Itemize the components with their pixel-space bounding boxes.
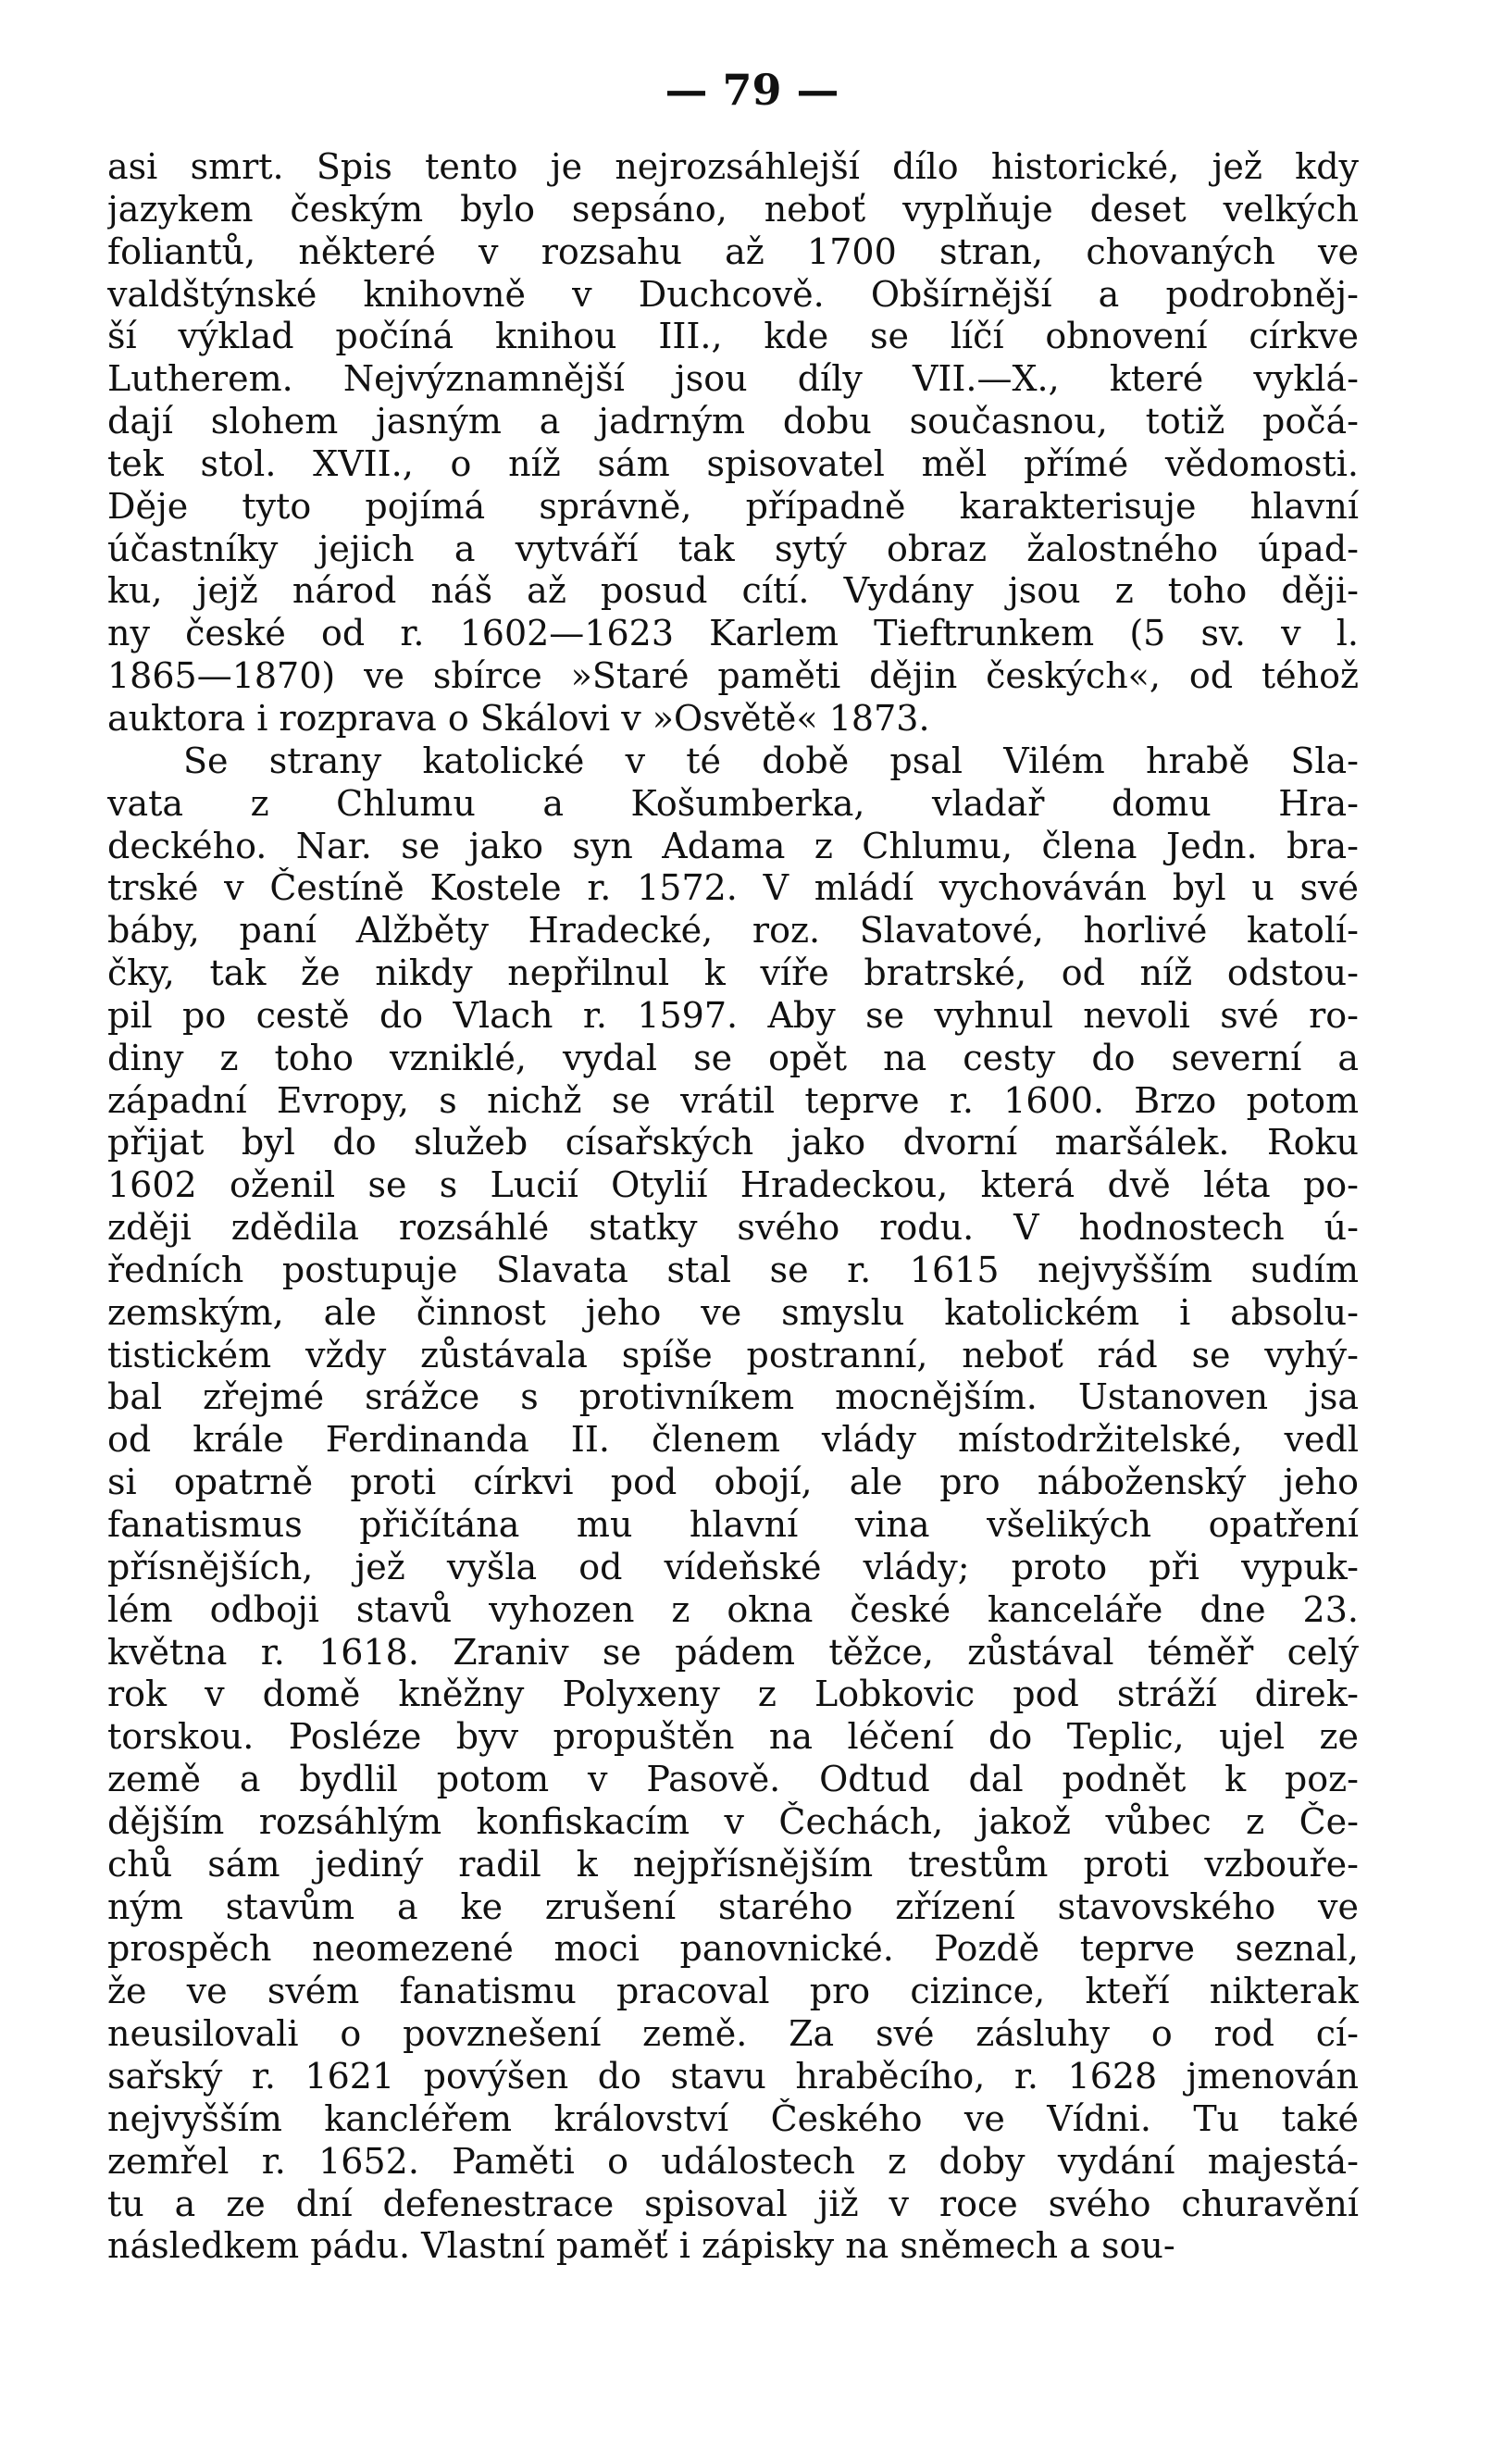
text-line: zemřel r. 1652. Paměti o událostech z doby vydání majestá- bbox=[107, 2140, 1359, 2182]
text-line: ny české od r. 1602—1623 Karlem Tieftrunkem (5 sv. v l. bbox=[107, 613, 1359, 654]
text-line: rok v domě kněžny Polyxeny z Lobkovic pod stráží direk- bbox=[107, 1674, 1359, 1715]
text-line: května r. 1618. Zraniv se pádem těžce, zůstával téměř celý bbox=[107, 1631, 1359, 1673]
text-line: že ve svém fanatismu pracoval pro cizince, kteří nikterak bbox=[107, 1971, 1359, 2012]
text-line: prospěch neomezené moci panovnické. Pozdě teprve seznal, bbox=[107, 1928, 1359, 1970]
text-line: asi smrt. Spis tento je nejrozsáhlejší dílo historické, jež kdy bbox=[107, 146, 1359, 187]
text-line: bal zřejmé srážce s protivníkem mocnějším. Ustanoven jsa bbox=[107, 1376, 1359, 1418]
text-line: pil po cestě do Vlach r. 1597. Aby se vyhnul nevoli své ro- bbox=[107, 994, 1359, 1036]
page-number: — 79 — bbox=[665, 65, 839, 115]
text-line: následkem pádu. Vlastní paměť i zápisky na sněmech a sou- bbox=[107, 2225, 1175, 2267]
text-line: 1602 oženil se s Lucií Otylií Hradeckou, která dvě léta po- bbox=[107, 1164, 1359, 1206]
text-line: zemským, ale činnost jeho ve smyslu katolickém i absolu- bbox=[107, 1291, 1359, 1333]
text-line: torskou. Posléze byv propuštěn na léčení do Teplic, ujel ze bbox=[107, 1716, 1359, 1758]
text-line: přijat byl do služeb císařských jako dvorní maršálek. Roku bbox=[107, 1122, 1359, 1164]
text-line: tu a ze dní defenestrace spisoval již v roce svého churavění bbox=[107, 2183, 1359, 2224]
text-line: lém odboji stavů vyhozen z okna české kanceláře dne 23. bbox=[107, 1588, 1359, 1630]
text-line: diny z toho vzniklé, vydal se opět na cesty do severní a bbox=[107, 1037, 1359, 1078]
text-line: trské v Čestíně Kostele r. 1572. V mládí vychováván byl u své bbox=[107, 867, 1359, 909]
text-line: valdštýnské knihovně v Duchcově. Obšírnější a podrobněj- bbox=[107, 273, 1359, 315]
text-line: báby, paní Alžběty Hradecké, roz. Slavatové, horlivé katolí- bbox=[107, 910, 1359, 952]
text-line: ředních postupuje Slavata stal se r. 1615 nejvyšším sudím bbox=[107, 1249, 1359, 1290]
text-line: ným stavům a ke zrušení starého zřízení stavovského ve bbox=[107, 1885, 1359, 1927]
text-line: foliantů, některé v rozsahu až 1700 stran, chovaných ve bbox=[107, 230, 1359, 272]
text-line: vata z Chlumu a Košumberka, vladař domu Hra- bbox=[107, 782, 1359, 824]
text-line: si opatrně proti církvi pod obojí, ale pro náboženský jeho bbox=[107, 1462, 1359, 1503]
text-line: Děje tyto pojímá správně, případně karakterisuje hlavní bbox=[107, 485, 1359, 527]
text-line: země a bydlil potom v Pasově. Odtud dal podnět k poz- bbox=[107, 1759, 1359, 1800]
text-line: sařský r. 1621 povýšen do stavu hraběcího, r. 1628 jmenován bbox=[107, 2055, 1359, 2097]
text-line: neusilovali o povznešení země. Za své zásluhy o rod cí- bbox=[107, 2013, 1359, 2055]
text-line: 1865—1870) ve sbírce »Staré paměti dějin českých«, od téhož bbox=[107, 655, 1359, 697]
text-line: tistickém vždy zůstávala spíše postranní, neboť rád se vyhý- bbox=[107, 1334, 1359, 1375]
text-line: ku, jejž národ náš až posud cítí. Vydány jsou z toho ději- bbox=[107, 570, 1359, 612]
text-line: účastníky jejich a vytváří tak sytý obraz žalostného úpad- bbox=[107, 528, 1359, 569]
text-line: Se strany katolické v té době psal Vilém hrabě Sla- bbox=[183, 740, 1359, 781]
text-line: nejvyšším kancléřem království Českého ve Vídni. Tu také bbox=[107, 2097, 1359, 2139]
text-line: fanatismus přičítána mu hlavní vina všelikých opatření bbox=[107, 1504, 1359, 1545]
text-line: ší výklad počíná knihou III., kde se líčí obnovení církve bbox=[107, 316, 1359, 357]
text-line: dají slohem jasným a jadrným dobu současnou, totiž počá- bbox=[107, 401, 1359, 442]
text-line: chů sám jediný radil k nejpřísnějším trestům proti vzbouře- bbox=[107, 1843, 1359, 1885]
text-line: čky, tak že nikdy nepřilnul k víře bratrské, od níž odstou- bbox=[107, 952, 1359, 994]
paragraph bbox=[107, 740, 1359, 2268]
text-line: přísnějších, jež vyšla od vídeňské vlády; proto při vypuk- bbox=[107, 1546, 1359, 1587]
text-line: Lutherem. Nejvýznamnější jsou díly VII.—X., které vyklá- bbox=[107, 358, 1359, 400]
text-line: od krále Ferdinanda II. členem vlády místodržitelské, vedl bbox=[107, 1419, 1359, 1461]
text-line: zději zdědila rozsáhlé statky svého rodu. V hodnostech ú- bbox=[107, 1207, 1359, 1249]
body-text bbox=[107, 146, 1359, 2268]
text-line: tek stol. XVII., o níž sám spisovatel měl přímé vědomosti. bbox=[107, 442, 1359, 484]
text-line: jazykem českým bylo sepsáno, neboť vyplňuje deset velkých bbox=[107, 188, 1359, 230]
text-line: auktora i rozprava o Skálovi v »Osvětě« 1873. bbox=[107, 697, 930, 739]
text-line: deckého. Nar. se jako syn Adama z Chlumu, člena Jedn. bra- bbox=[107, 825, 1359, 866]
text-line: dějším rozsáhlým konfiskacím v Čechách, jakož vůbec z Če- bbox=[107, 1800, 1359, 1842]
paragraph bbox=[107, 146, 1359, 740]
text-line: západní Evropy, s nichž se vrátil teprve r. 1600. Brzo potom bbox=[107, 1079, 1359, 1121]
